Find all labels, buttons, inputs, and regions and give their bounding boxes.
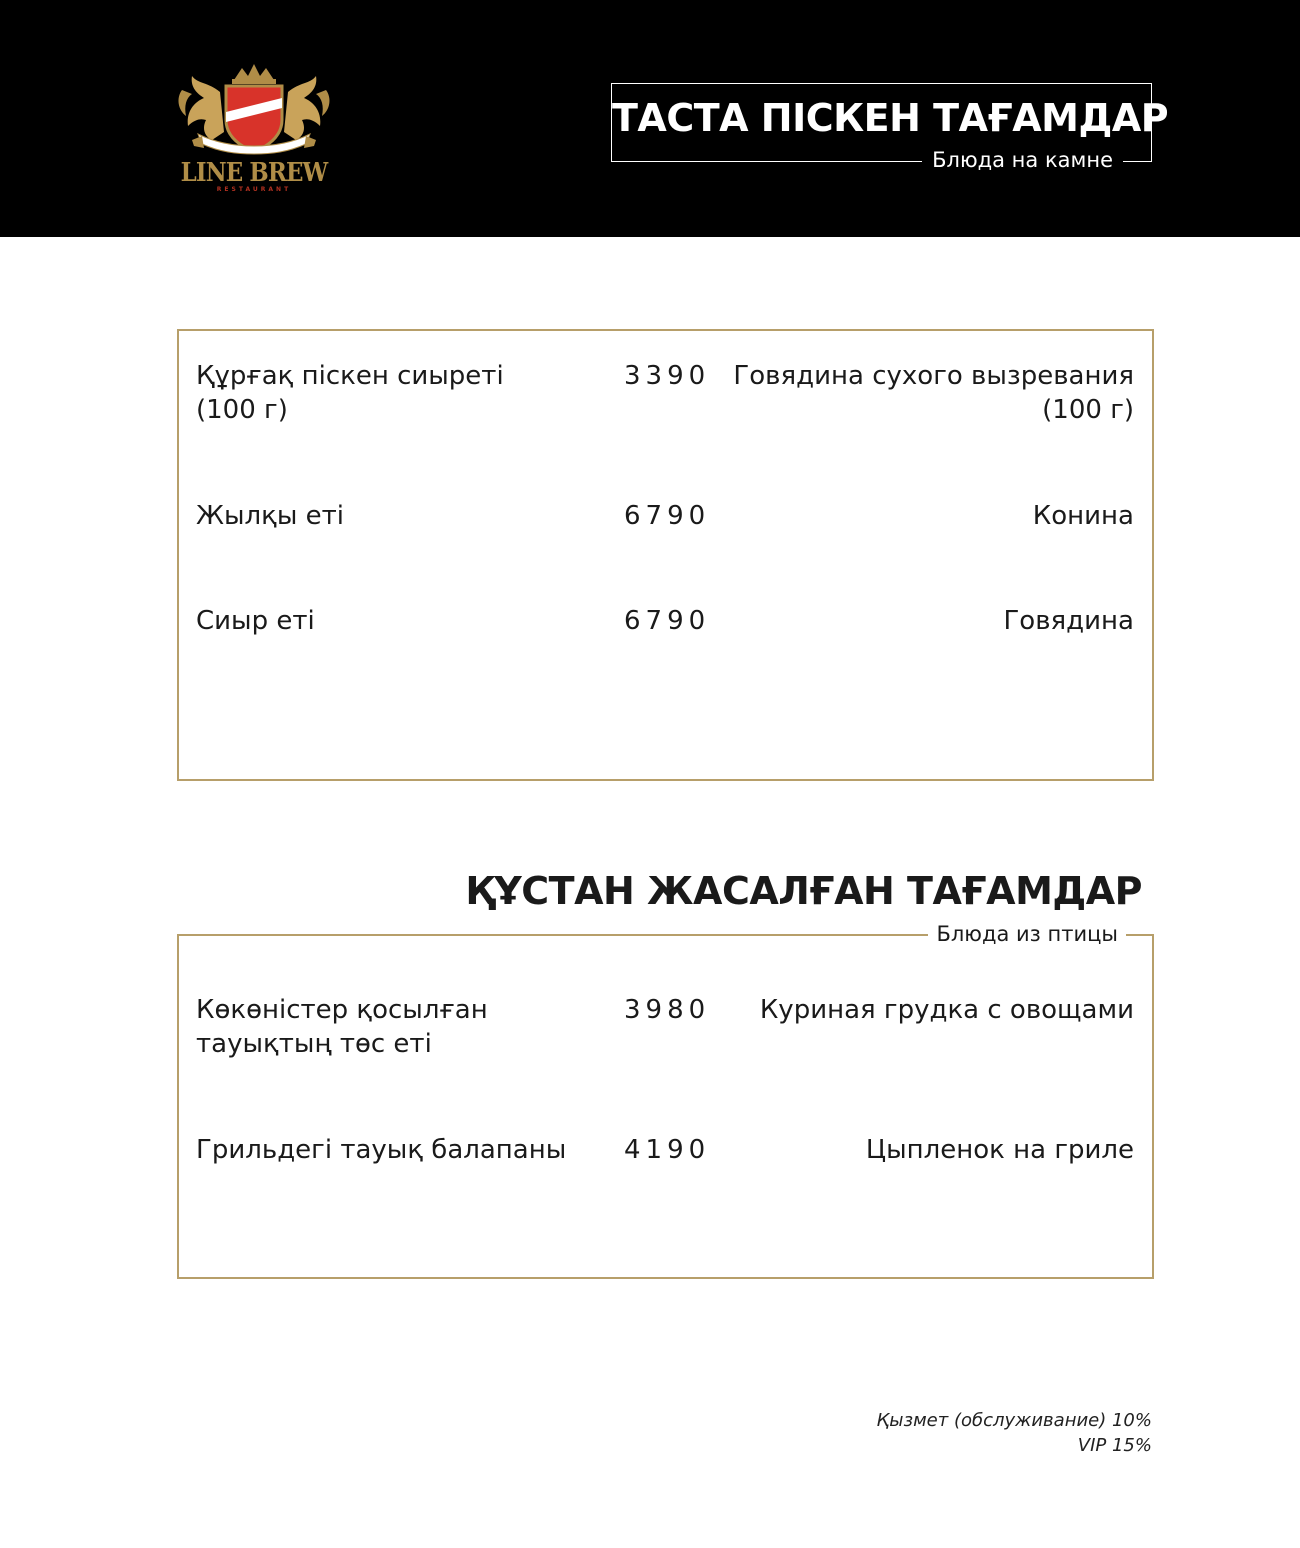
section2-title: ҚҰСТАН ЖАСАЛҒАН ТАҒАМДАР	[465, 869, 1142, 913]
section1-menu-frame	[177, 329, 1154, 781]
menu-item-name-ru: Куриная грудка с овощами	[759, 995, 1134, 1025]
menu-item-name-ru: Конина	[1032, 501, 1134, 531]
menu-item-price: 6790	[624, 501, 711, 531]
section2-subtitle: Блюда из птицы	[928, 922, 1126, 946]
menu-item-name-ru: Говядина сухого вызревания (100 г)	[733, 361, 1134, 425]
menu-item-name-ru: Цыпленок на гриле	[865, 1135, 1134, 1165]
vip-charge-text: VIP 15%	[1077, 1435, 1152, 1456]
menu-item-price: 3980	[624, 995, 711, 1025]
menu-item-price: 3390	[624, 361, 711, 391]
brand-logo	[168, 62, 340, 198]
crest-icon	[168, 62, 340, 172]
menu-item-name-kz: Жылқы еті	[196, 501, 345, 531]
menu-item-price: 6790	[624, 606, 711, 636]
menu-item-name-kz: Құрғақ піскен сиыреті (100 г)	[196, 361, 504, 425]
menu-item-price: 4190	[624, 1135, 711, 1165]
section1-subtitle: Блюда на камне	[922, 148, 1123, 172]
section1-title-frame	[611, 83, 1169, 172]
service-charge-text: Қызмет (обслуживание) 10%	[876, 1410, 1152, 1431]
header-bar	[0, 0, 1300, 237]
menu-item-name-kz: Грильдегі тауық балапаны	[196, 1135, 567, 1165]
section2-menu-frame	[177, 922, 1154, 1279]
brand-name: LINE BREW	[180, 158, 328, 188]
menu-item-name-ru: Говядина	[1003, 606, 1134, 636]
brand-subtitle: RESTAURANT	[216, 186, 292, 193]
menu-item-name-kz: Сиыр еті	[196, 606, 315, 636]
menu-item-name-kz: Көкөністер қосылған тауықтың төс еті	[196, 995, 488, 1059]
section1-title: ТАСТА ПІСКЕН ТАҒАМДАР	[612, 96, 1169, 140]
service-charge-note	[877, 1408, 1152, 1458]
